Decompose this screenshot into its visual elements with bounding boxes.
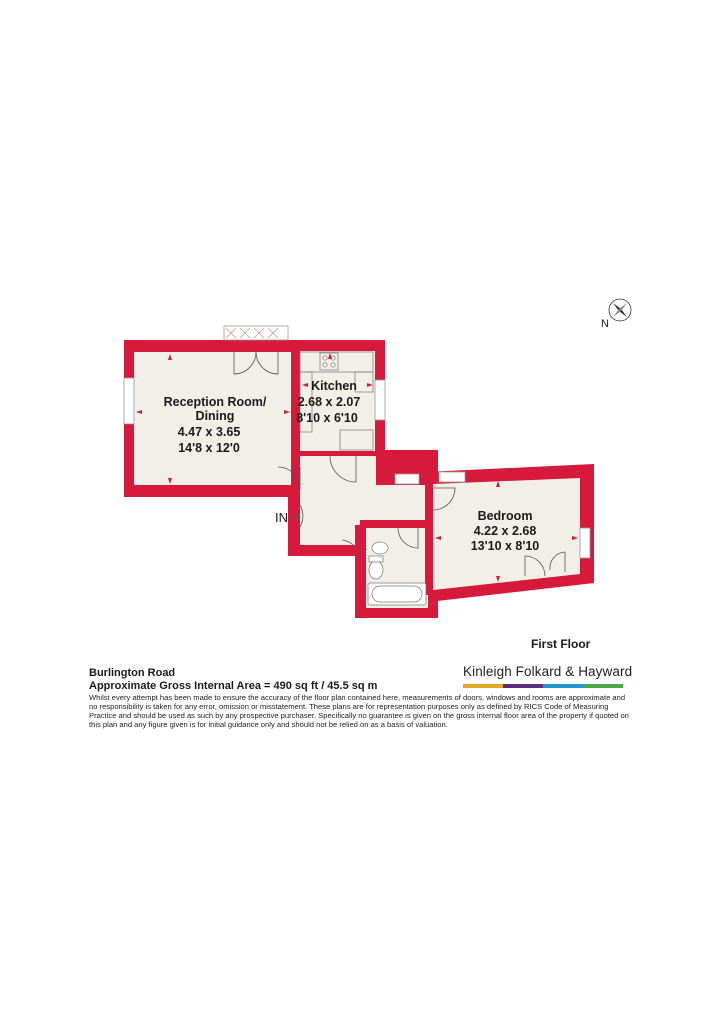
room-imperial: 8'10 x 6'10 <box>296 411 358 425</box>
compass-label: N <box>601 318 609 330</box>
room-name: Reception Room/ <box>163 395 267 409</box>
brand-bar-segment <box>543 684 583 688</box>
disclaimer: Whilst every attempt has been made to ensure the accuracy of the floor plan contained here, measurements of doors, windows and rooms are approximate and no responsibility is taken for any error, omission or misstatement. These plans are for representation purposes only as defined by RICS Code of Measuring Practice and should be used as such by any prospective purchaser. Specifically no guarantee is given on the gross internal floor area of the property if quoted on this plan and any figure given is for initial guidance only and should not be relied on as a basis of valuation. <box>89 693 629 730</box>
room-name: Bedroom <box>477 509 533 523</box>
room-name: Dining <box>195 409 235 423</box>
room-imperial: 14'8 x 12'0 <box>178 441 240 455</box>
brand-bar-segment <box>503 684 543 688</box>
property-name: Burlington Road <box>89 667 176 679</box>
compass-icon <box>609 299 631 321</box>
room-metric: 4.47 x 3.65 <box>177 425 241 439</box>
room-imperial: 13'10 x 8'10 <box>470 539 540 553</box>
brand-bar-segment <box>583 684 623 688</box>
balcony-window <box>224 326 288 340</box>
room-name: Kitchen <box>311 379 357 393</box>
room-metric: 2.68 x 2.07 <box>297 395 361 409</box>
floor-name: First Floor <box>531 637 591 651</box>
entrance-label: IN <box>275 510 288 525</box>
room-metric: 4.22 x 2.68 <box>473 524 537 538</box>
brand-logo: Kinleigh Folkard & Hayward <box>463 664 633 679</box>
gross-internal-area: Approximate Gross Internal Area = 490 sq ft / 45.5 sq m <box>89 680 378 692</box>
brand-bar-segment <box>463 684 503 688</box>
brand-color-bar <box>463 684 623 688</box>
